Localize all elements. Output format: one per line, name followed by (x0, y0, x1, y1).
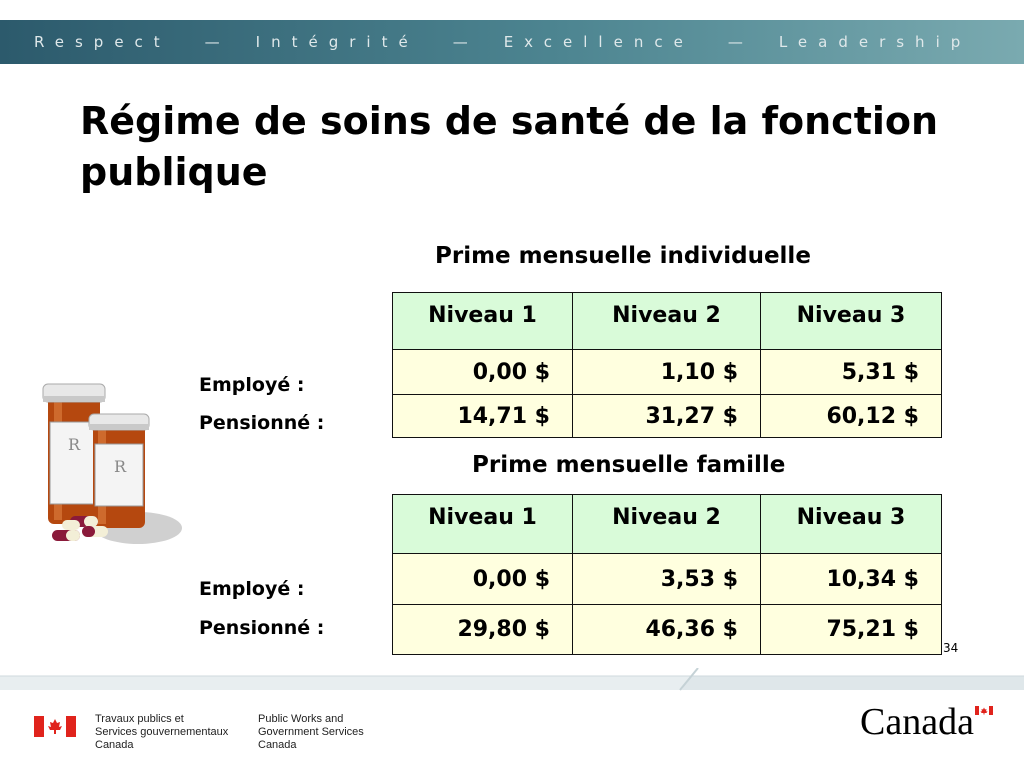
value-excellence: Excellence (503, 33, 694, 51)
header-band (0, 20, 1024, 64)
value-leadership: Leadership (778, 33, 972, 51)
table-row (393, 350, 942, 395)
value-integrite: Intégrité (255, 33, 419, 51)
svg-text:R: R (68, 435, 81, 454)
row-label-pensionne: Pensionné : (199, 617, 325, 639)
values-banner (0, 20, 1024, 64)
column-header: Niveau 2 (573, 495, 761, 554)
table-cell: 60,12 $ (761, 395, 942, 438)
table-cell: 0,00 $ (393, 554, 573, 605)
row-label-employe: Employé : (199, 578, 305, 600)
column-header: Niveau 1 (393, 293, 573, 350)
value-respect: Respect (34, 33, 171, 51)
table-cell: 1,10 $ (573, 350, 761, 395)
table-row (393, 395, 942, 438)
table-cell: 75,21 $ (761, 605, 942, 655)
table-cell: 29,80 $ (393, 605, 573, 655)
table-cell: 31,27 $ (573, 395, 761, 438)
canada-wordmark-flag-icon (975, 706, 993, 715)
separator: — (452, 33, 468, 51)
column-header: Niveau 1 (393, 495, 573, 554)
separator: — (727, 33, 743, 51)
table-header-row (393, 293, 942, 350)
column-header: Niveau 3 (761, 293, 942, 350)
table-cell: 0,00 $ (393, 350, 573, 395)
department-name-fr: Travaux publics et Services gouvernementaux Canada (95, 713, 229, 751)
table-row (393, 605, 942, 655)
table-cell: 3,53 $ (573, 554, 761, 605)
page-number: 34 (943, 641, 959, 655)
individual-heading: Prime mensuelle individuelle (435, 243, 811, 269)
prescription-bottles-icon (38, 378, 188, 550)
slide-title: Régime de soins de santé de la fonction publique (80, 99, 939, 194)
row-label-employe: Employé : (199, 374, 305, 396)
svg-text:R: R (114, 457, 127, 476)
table-header-row (393, 495, 942, 554)
footer-band (0, 668, 1024, 694)
separator: — (204, 33, 220, 51)
canada-wordmark: Canada (860, 701, 974, 743)
table-row (393, 554, 942, 605)
canada-flag-icon (34, 716, 76, 737)
table-cell: 10,34 $ (761, 554, 942, 605)
department-name-en: Public Works and Government Services Canada (258, 713, 364, 751)
family-heading: Prime mensuelle famille (472, 452, 786, 478)
column-header: Niveau 2 (573, 293, 761, 350)
individual-table (392, 292, 942, 438)
column-header: Niveau 3 (761, 495, 942, 554)
table-cell: 5,31 $ (761, 350, 942, 395)
row-label-pensionne: Pensionné : (199, 412, 325, 434)
family-table (392, 494, 942, 655)
table-cell: 46,36 $ (573, 605, 761, 655)
table-cell: 14,71 $ (393, 395, 573, 438)
